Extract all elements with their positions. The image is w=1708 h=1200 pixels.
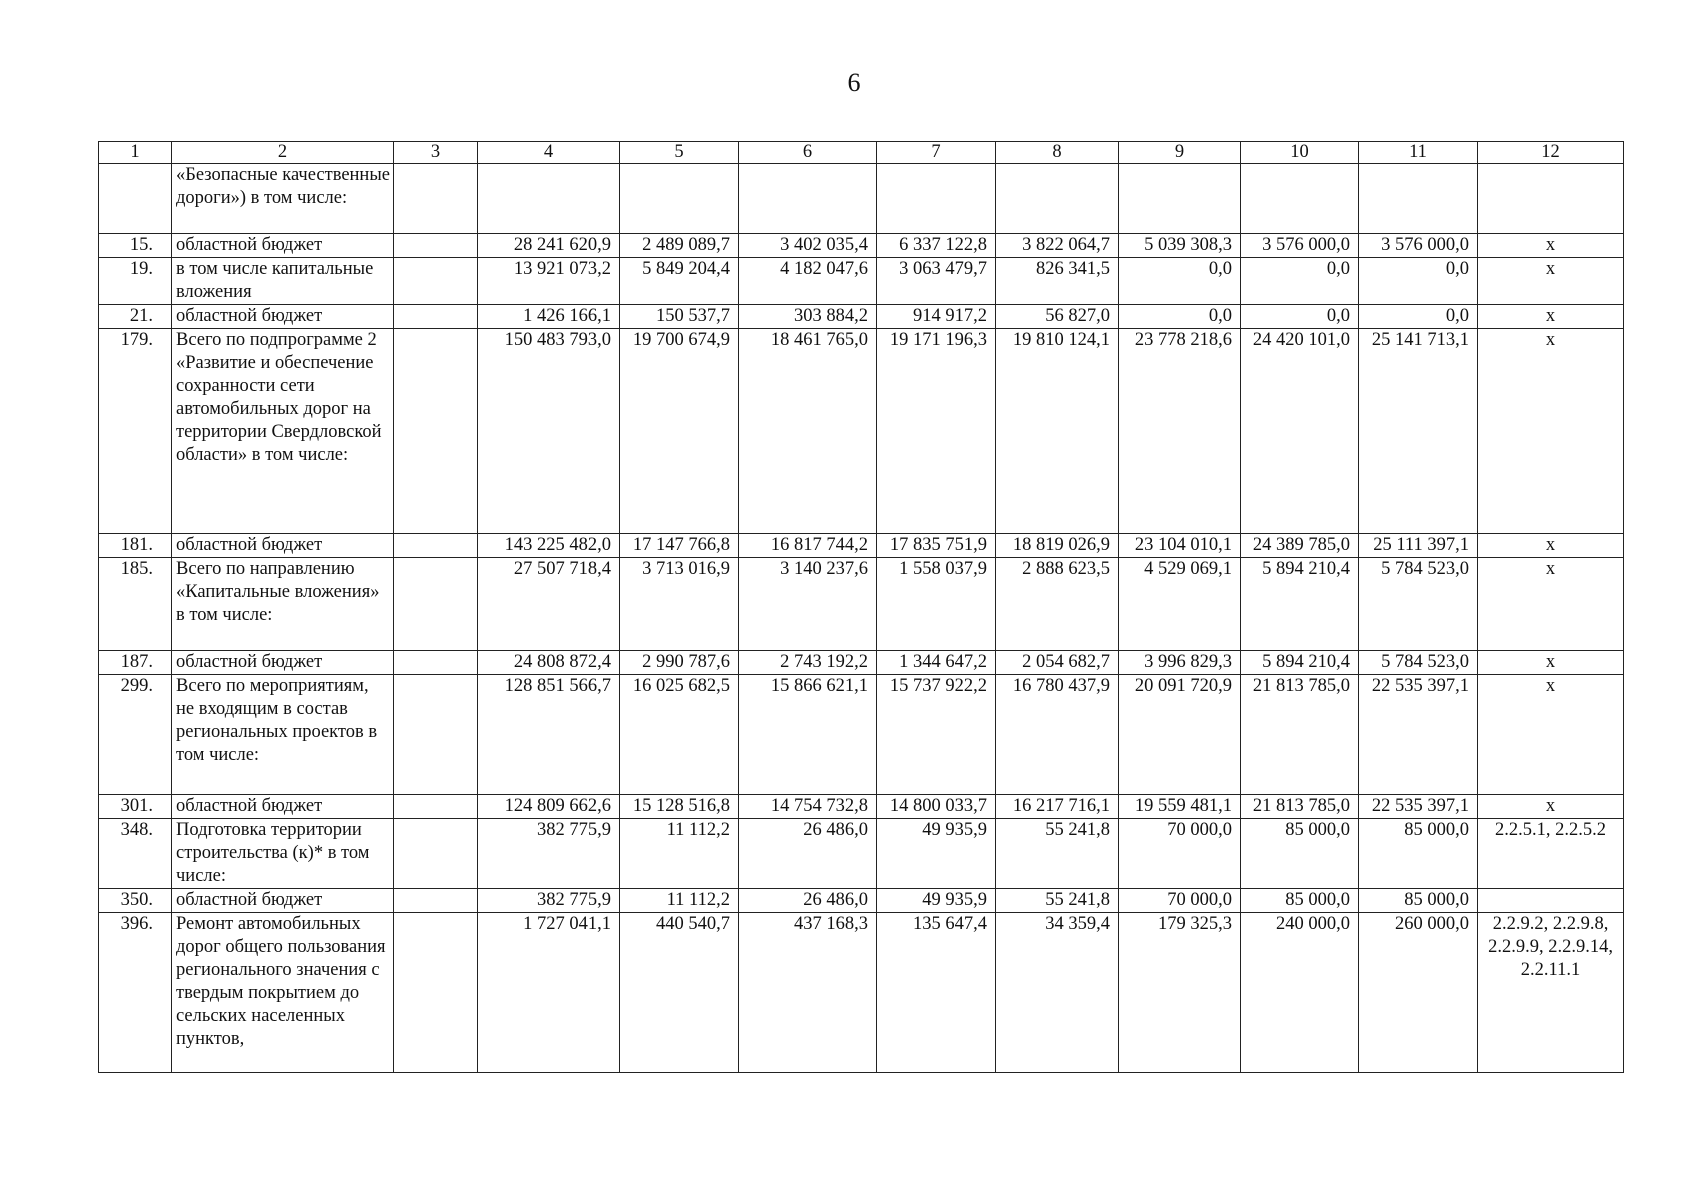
col4-total-cell: 382 775,9	[478, 819, 620, 889]
col9-value-cell: 23 104 010,1	[1119, 534, 1241, 558]
col3-cell	[394, 234, 478, 258]
col9-value-cell: 19 559 481,1	[1119, 795, 1241, 819]
col12-code-cell: х	[1478, 305, 1624, 329]
col4-total-cell: 27 507 718,4	[478, 558, 620, 651]
col6-value-cell: 3 402 035,4	[739, 234, 877, 258]
table-row	[99, 913, 1624, 1073]
col7-value-cell: 1 558 037,9	[877, 558, 996, 651]
col9-value-cell: 70 000,0	[1119, 819, 1241, 889]
col6-value-cell: 2 743 192,2	[739, 651, 877, 675]
col12-code-cell	[1478, 164, 1624, 234]
col11-value-cell: 85 000,0	[1359, 889, 1478, 913]
col11-value-cell: 0,0	[1359, 305, 1478, 329]
col8-value-cell	[996, 164, 1119, 234]
header-cell: 6	[739, 142, 877, 164]
col6-value-cell: 15 866 621,1	[739, 675, 877, 795]
header-cell: 1	[99, 142, 172, 164]
col4-total-cell: 28 241 620,9	[478, 234, 620, 258]
col11-value-cell: 260 000,0	[1359, 913, 1478, 1073]
header-cell: 11	[1359, 142, 1478, 164]
col9-value-cell: 3 996 829,3	[1119, 651, 1241, 675]
header-row	[99, 142, 1624, 164]
header-cell: 12	[1478, 142, 1624, 164]
col3-cell	[394, 795, 478, 819]
col12-code-cell: х	[1478, 795, 1624, 819]
col8-value-cell: 56 827,0	[996, 305, 1119, 329]
row-name-cell: областной бюджет	[172, 234, 394, 258]
col10-value-cell	[1241, 164, 1359, 234]
col8-value-cell: 55 241,8	[996, 889, 1119, 913]
col5-value-cell	[620, 164, 739, 234]
col7-value-cell: 6 337 122,8	[877, 234, 996, 258]
col11-value-cell: 5 784 523,0	[1359, 558, 1478, 651]
col7-value-cell: 19 171 196,3	[877, 329, 996, 534]
col11-value-cell: 85 000,0	[1359, 819, 1478, 889]
row-number-cell: 19.	[99, 258, 172, 305]
row-number-cell	[99, 164, 172, 234]
row-number-cell: 350.	[99, 889, 172, 913]
col5-value-cell: 150 537,7	[620, 305, 739, 329]
row-number-cell: 15.	[99, 234, 172, 258]
col5-value-cell: 11 112,2	[620, 889, 739, 913]
col10-value-cell: 0,0	[1241, 258, 1359, 305]
col8-value-cell: 55 241,8	[996, 819, 1119, 889]
col11-value-cell: 5 784 523,0	[1359, 651, 1478, 675]
col12-code-cell: х	[1478, 558, 1624, 651]
col12-code-cell: 2.2.5.1, 2.2.5.2	[1478, 819, 1624, 889]
table-row	[99, 164, 1624, 234]
col8-value-cell: 16 217 716,1	[996, 795, 1119, 819]
col6-value-cell: 4 182 047,6	[739, 258, 877, 305]
col4-total-cell: 13 921 073,2	[478, 258, 620, 305]
row-name-cell: «Безопасные качественные дороги») в том числе:	[172, 164, 394, 234]
col11-value-cell: 0,0	[1359, 258, 1478, 305]
row-name-cell: областной бюджет	[172, 305, 394, 329]
header-cell: 3	[394, 142, 478, 164]
row-name-cell: Всего по мероприятиям, не входящим в состав региональных проектов в том числе:	[172, 675, 394, 795]
col9-value-cell: 5 039 308,3	[1119, 234, 1241, 258]
table-row	[99, 258, 1624, 305]
table-row	[99, 558, 1624, 651]
col9-value-cell: 23 778 218,6	[1119, 329, 1241, 534]
col10-value-cell: 24 420 101,0	[1241, 329, 1359, 534]
col7-value-cell: 1 344 647,2	[877, 651, 996, 675]
col11-value-cell	[1359, 164, 1478, 234]
col11-value-cell: 25 111 397,1	[1359, 534, 1478, 558]
col8-value-cell: 34 359,4	[996, 913, 1119, 1073]
col11-value-cell: 22 535 397,1	[1359, 675, 1478, 795]
col6-value-cell: 16 817 744,2	[739, 534, 877, 558]
col5-value-cell: 15 128 516,8	[620, 795, 739, 819]
col9-value-cell	[1119, 164, 1241, 234]
col9-value-cell: 4 529 069,1	[1119, 558, 1241, 651]
col3-cell	[394, 913, 478, 1073]
col7-value-cell: 49 935,9	[877, 819, 996, 889]
col8-value-cell: 16 780 437,9	[996, 675, 1119, 795]
col4-total-cell: 382 775,9	[478, 889, 620, 913]
header-cell: 7	[877, 142, 996, 164]
header-cell: 5	[620, 142, 739, 164]
col12-code-cell: х	[1478, 329, 1624, 534]
row-name-cell: областной бюджет	[172, 795, 394, 819]
col4-total-cell: 1 426 166,1	[478, 305, 620, 329]
col3-cell	[394, 558, 478, 651]
table-row	[99, 305, 1624, 329]
col8-value-cell: 2 054 682,7	[996, 651, 1119, 675]
header-cell: 10	[1241, 142, 1359, 164]
row-number-cell: 301.	[99, 795, 172, 819]
row-name-cell: Ремонт автомобильных дорог общего пользования регионального значения с твердым покрытием до сельских населенных пунктов,	[172, 913, 394, 1073]
row-name-cell: Всего по подпрограмме 2 «Развитие и обеспечение сохранности сети автомобильных дорог на территории Свердловской области» в том числе:	[172, 329, 394, 534]
col5-value-cell: 2 489 089,7	[620, 234, 739, 258]
col7-value-cell: 15 737 922,2	[877, 675, 996, 795]
header-cell: 9	[1119, 142, 1241, 164]
col4-total-cell: 1 727 041,1	[478, 913, 620, 1073]
col11-value-cell: 25 141 713,1	[1359, 329, 1478, 534]
col7-value-cell	[877, 164, 996, 234]
col9-value-cell: 0,0	[1119, 258, 1241, 305]
table-row	[99, 795, 1624, 819]
budget-table	[98, 141, 1624, 1073]
col7-value-cell: 914 917,2	[877, 305, 996, 329]
col8-value-cell: 3 822 064,7	[996, 234, 1119, 258]
row-name-cell: областной бюджет	[172, 534, 394, 558]
row-name-cell: областной бюджет	[172, 651, 394, 675]
col12-code-cell: х	[1478, 651, 1624, 675]
table-row	[99, 889, 1624, 913]
col3-cell	[394, 889, 478, 913]
row-number-cell: 396.	[99, 913, 172, 1073]
col6-value-cell	[739, 164, 877, 234]
col10-value-cell: 24 389 785,0	[1241, 534, 1359, 558]
col11-value-cell: 22 535 397,1	[1359, 795, 1478, 819]
col6-value-cell: 3 140 237,6	[739, 558, 877, 651]
row-name-cell: Всего по направлению «Капитальные вложения» в том числе:	[172, 558, 394, 651]
col7-value-cell: 135 647,4	[877, 913, 996, 1073]
col10-value-cell: 0,0	[1241, 305, 1359, 329]
col3-cell	[394, 819, 478, 889]
col7-value-cell: 17 835 751,9	[877, 534, 996, 558]
col12-code-cell	[1478, 889, 1624, 913]
row-name-cell: областной бюджет	[172, 889, 394, 913]
table-row	[99, 675, 1624, 795]
col9-value-cell: 70 000,0	[1119, 889, 1241, 913]
col3-cell	[394, 534, 478, 558]
table-row	[99, 534, 1624, 558]
col3-cell	[394, 305, 478, 329]
row-number-cell: 21.	[99, 305, 172, 329]
col3-cell	[394, 258, 478, 305]
col8-value-cell: 19 810 124,1	[996, 329, 1119, 534]
col5-value-cell: 19 700 674,9	[620, 329, 739, 534]
table-row	[99, 651, 1624, 675]
col10-value-cell: 21 813 785,0	[1241, 675, 1359, 795]
header-cell: 2	[172, 142, 394, 164]
table-row	[99, 234, 1624, 258]
header-cell: 8	[996, 142, 1119, 164]
col9-value-cell: 179 325,3	[1119, 913, 1241, 1073]
col10-value-cell: 85 000,0	[1241, 819, 1359, 889]
row-number-cell: 179.	[99, 329, 172, 534]
col10-value-cell: 5 894 210,4	[1241, 651, 1359, 675]
table-row	[99, 819, 1624, 889]
col5-value-cell: 11 112,2	[620, 819, 739, 889]
col3-cell	[394, 329, 478, 534]
col7-value-cell: 3 063 479,7	[877, 258, 996, 305]
col4-total-cell: 24 808 872,4	[478, 651, 620, 675]
col6-value-cell: 18 461 765,0	[739, 329, 877, 534]
col10-value-cell: 5 894 210,4	[1241, 558, 1359, 651]
col6-value-cell: 14 754 732,8	[739, 795, 877, 819]
col8-value-cell: 826 341,5	[996, 258, 1119, 305]
col5-value-cell: 2 990 787,6	[620, 651, 739, 675]
col5-value-cell: 17 147 766,8	[620, 534, 739, 558]
header-cell: 4	[478, 142, 620, 164]
col3-cell	[394, 675, 478, 795]
col4-total-cell: 150 483 793,0	[478, 329, 620, 534]
col12-code-cell: х	[1478, 534, 1624, 558]
col12-code-cell: х	[1478, 234, 1624, 258]
col12-code-cell: 2.2.9.2, 2.2.9.8, 2.2.9.9, 2.2.9.14, 2.2.11.1	[1478, 913, 1624, 1073]
col12-code-cell: х	[1478, 258, 1624, 305]
col6-value-cell: 26 486,0	[739, 819, 877, 889]
col9-value-cell: 20 091 720,9	[1119, 675, 1241, 795]
col10-value-cell: 21 813 785,0	[1241, 795, 1359, 819]
col6-value-cell: 26 486,0	[739, 889, 877, 913]
table-row	[99, 329, 1624, 534]
col10-value-cell: 240 000,0	[1241, 913, 1359, 1073]
col10-value-cell: 3 576 000,0	[1241, 234, 1359, 258]
col4-total-cell: 128 851 566,7	[478, 675, 620, 795]
col5-value-cell: 5 849 204,4	[620, 258, 739, 305]
row-number-cell: 299.	[99, 675, 172, 795]
col6-value-cell: 303 884,2	[739, 305, 877, 329]
row-name-cell: Подготовка территории строительства (к)* в том числе:	[172, 819, 394, 889]
col3-cell	[394, 164, 478, 234]
col7-value-cell: 14 800 033,7	[877, 795, 996, 819]
row-number-cell: 185.	[99, 558, 172, 651]
col9-value-cell: 0,0	[1119, 305, 1241, 329]
col8-value-cell: 2 888 623,5	[996, 558, 1119, 651]
col4-total-cell	[478, 164, 620, 234]
row-number-cell: 187.	[99, 651, 172, 675]
col3-cell	[394, 651, 478, 675]
col4-total-cell: 143 225 482,0	[478, 534, 620, 558]
col4-total-cell: 124 809 662,6	[478, 795, 620, 819]
col6-value-cell: 437 168,3	[739, 913, 877, 1073]
col5-value-cell: 16 025 682,5	[620, 675, 739, 795]
col11-value-cell: 3 576 000,0	[1359, 234, 1478, 258]
col5-value-cell: 440 540,7	[620, 913, 739, 1073]
page-number: 6	[847, 68, 861, 97]
row-number-cell: 181.	[99, 534, 172, 558]
col10-value-cell: 85 000,0	[1241, 889, 1359, 913]
col5-value-cell: 3 713 016,9	[620, 558, 739, 651]
row-number-cell: 348.	[99, 819, 172, 889]
row-name-cell: в том числе капитальные вложения	[172, 258, 394, 305]
col8-value-cell: 18 819 026,9	[996, 534, 1119, 558]
col7-value-cell: 49 935,9	[877, 889, 996, 913]
col12-code-cell: х	[1478, 675, 1624, 795]
